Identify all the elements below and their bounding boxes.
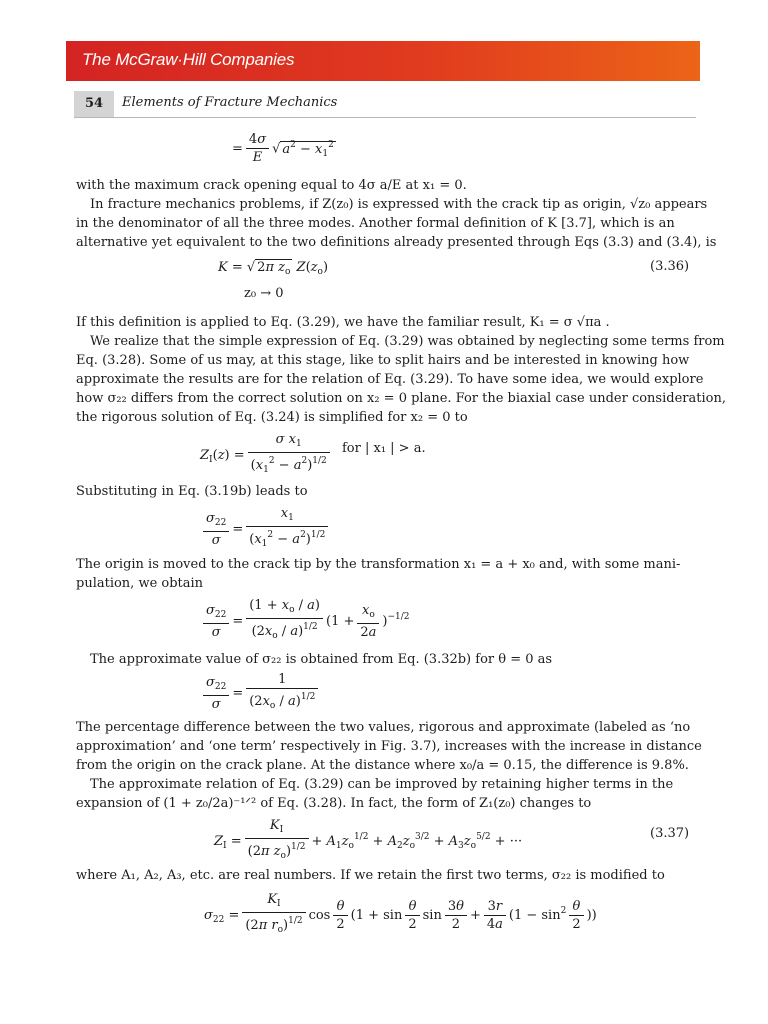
equation-condition: for | x₁ | > a. bbox=[342, 441, 426, 456]
equation-crack-opening: = $\frac{4\sigma}{E}$ √ $a^2 - x_1^2$ bbox=[232, 132, 334, 165]
paragraph: The origin is moved to the crack tip by the transformation x₁ = a + x₀ and, with some mani- bbox=[76, 557, 681, 572]
paragraph: expansion of (1 + z₀/2a)⁻¹ᐟ² of Eq. (3.28). In fact, the form of Z₁(z₀) changes to bbox=[76, 796, 592, 811]
page-number: 54 bbox=[74, 91, 114, 117]
paragraph: Eq. (3.28). Some of us may, at this stage, like to split hairs and be interested in knowing how bbox=[76, 353, 690, 368]
paragraph: We realize that the simple expression of Eq. (3.29) was obtained by neglecting some terms from bbox=[90, 334, 725, 349]
equation-3-36: K = √ 2π $z_o$ $Z(z_o)$ bbox=[218, 260, 329, 277]
equation-limit: z₀ → 0 bbox=[244, 286, 284, 301]
paragraph: The percentage difference between the two values, rigorous and approximate (labeled as ‘no bbox=[76, 720, 691, 735]
paragraph: how σ₂₂ differs from the correct solution on x₂ = 0 plane. For the biaxial case under consideration, bbox=[76, 391, 726, 406]
paragraph: approximate the results are for the relation of Eq. (3.29). To have some idea, we would explore bbox=[76, 372, 704, 387]
equation-3-37: $Z_I$ = $\frac{K_I}{(2\pi z_o)^{1/2}}$ + $A_1z_o^{1/2} + A_2z_o^{3/2} + A_3z_o^{5/2}$ + ··· bbox=[214, 818, 522, 865]
publisher-logo: The McGraw·Hill Companies bbox=[82, 50, 295, 69]
running-header bbox=[74, 91, 696, 118]
equation-sigma-two-terms: $\sigma_{22}$ = $\frac{K_I}{(2\pi r_o)^{1/2}}$ cos $\frac{\theta}{2}$ (1 + sin $\frac{\theta}{2}$ sin $\frac{3\theta}{2}$ + $\frac{3r}{4a}$ ($1 - \sin^2$ $\frac{\theta}{2}$ )) bbox=[204, 892, 597, 939]
paragraph: the rigorous solution of Eq. (3.24) is simplified for x₂ = 0 to bbox=[76, 410, 468, 425]
equation-zi: $Z_I(z)$ = $\frac{\sigma x_1}{(x_1^2 - a^2)^{1/2}}$ bbox=[200, 432, 333, 479]
paragraph: from the origin on the crack plane. At the distance where x₀/a = 0.15, the difference is 9.8%. bbox=[76, 758, 689, 773]
equation-sigma-rigorous: $\frac{\sigma_{22}}{\sigma}$ = $\frac{x_1}{(x_1^2 - a^2)^{1/2}}$ bbox=[200, 506, 331, 553]
paragraph: pulation, we obtain bbox=[76, 576, 204, 591]
paragraph: alternative yet equivalent to the two definitions already presented through Eqs (3.3) and (3.4), is bbox=[76, 235, 717, 250]
paragraph: approximation’ and ‘one term’ respectively in Fig. 3.7), increases with the increase in distance bbox=[76, 739, 702, 754]
equation-sigma-approx: $\frac{\sigma_{22}}{\sigma}$ = $\frac{1}{(2x_o / a)^{1/2}}$ bbox=[200, 672, 321, 715]
equation-sigma-transformed: $\frac{\sigma_{22}}{\sigma}$ = $\frac{(1 + x_o / a)}{(2x_o / a)^{1/2}}$ (1 + $\frac{x_o}{2a}$ )$^{-1/2}$ bbox=[200, 598, 410, 645]
equation-number: (3.37) bbox=[650, 826, 690, 841]
paragraph: where A₁, A₂, A₃, etc. are real numbers. If we retain the first two terms, σ₂₂ is modified to bbox=[76, 868, 665, 883]
paragraph: The approximate relation of Eq. (3.29) can be improved by retaining higher terms in the bbox=[90, 777, 674, 792]
equation-number: (3.36) bbox=[650, 259, 690, 274]
paragraph: Substituting in Eq. (3.19b) leads to bbox=[76, 484, 308, 499]
paragraph: in the denominator of all the three modes. Another formal definition of K [3.7], which is an bbox=[76, 216, 675, 231]
paragraph: In fracture mechanics problems, if Z(z₀) is expressed with the crack tip as origin, √z₀ appears bbox=[90, 197, 708, 212]
publisher-banner bbox=[66, 41, 700, 81]
paragraph: If this definition is applied to Eq. (3.29), we have the familiar result, K₁ = σ √πa . bbox=[76, 315, 610, 330]
paragraph: with the maximum crack opening equal to 4σ a/E at x₁ = 0. bbox=[76, 178, 467, 193]
running-title: Elements of Fracture Mechanics bbox=[122, 95, 338, 110]
paragraph: The approximate value of σ₂₂ is obtained from Eq. (3.32b) for θ = 0 as bbox=[90, 652, 553, 667]
